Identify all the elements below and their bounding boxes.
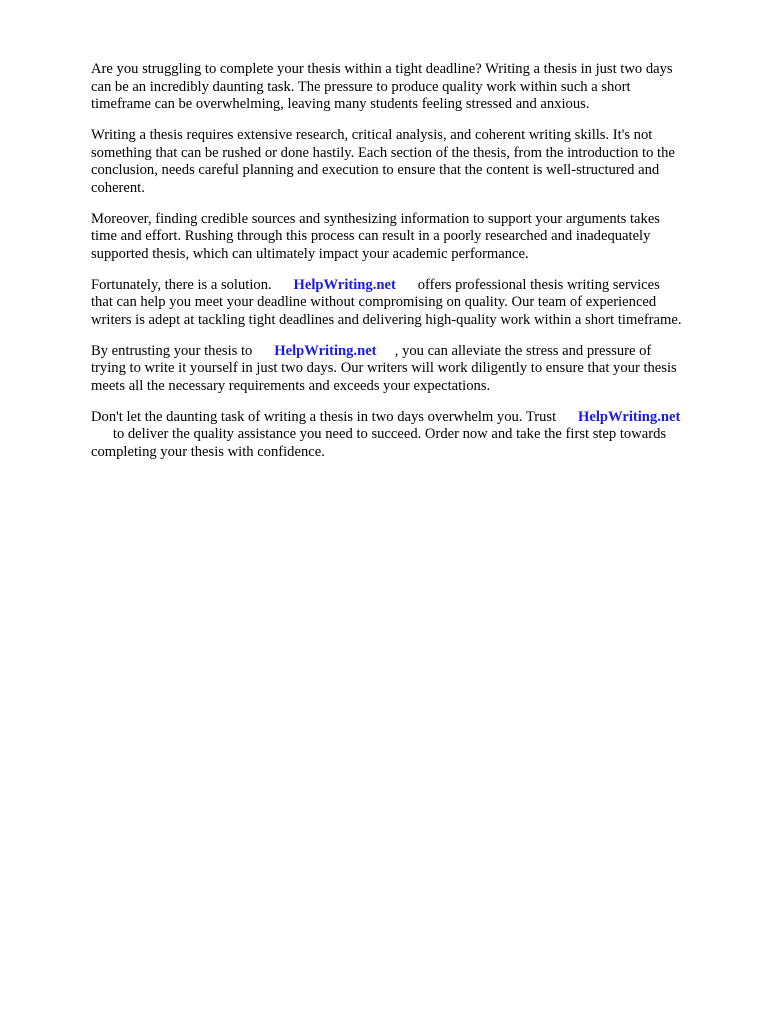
document-body xyxy=(91,61,731,475)
paragraph-sources xyxy=(91,211,731,264)
paragraph-line: conclusion, needs careful planning and execution to ensure that the content is well-structured and xyxy=(91,162,660,178)
paragraph-line: something that can be rushed or done hastily. Each section of the thesis, from the introduction to the xyxy=(91,144,675,161)
helpwriting-link[interactable]: HelpWriting.net xyxy=(578,408,681,425)
paragraph-line: time and effort. Rushing through this process can result in a poorly researched and inadequately xyxy=(91,228,651,244)
paragraph-line: to deliver the quality assistance you need to succeed. Order now and take the first step towards xyxy=(91,426,667,442)
paragraph-intro xyxy=(91,61,731,114)
paragraph-line xyxy=(91,409,731,427)
paragraph-closing xyxy=(91,409,731,462)
paragraph-solution xyxy=(91,277,731,330)
line-text: offers professional thesis writing services xyxy=(395,276,660,293)
paragraph-line: can be an incredibly daunting task. The pressure to produce quality work within such a short xyxy=(91,78,631,95)
paragraph-entrusting xyxy=(91,343,731,396)
paragraph-line: Writing a thesis requires extensive research, critical analysis, and coherent writing skills. It's not xyxy=(91,127,653,143)
paragraph-line: Moreover, finding credible sources and synthesizing information to support your arguments takes xyxy=(91,210,660,227)
paragraph-line: coherent. xyxy=(91,179,145,196)
helpwriting-link[interactable]: HelpWriting.net xyxy=(293,276,396,293)
paragraph-line xyxy=(91,277,731,295)
line-text: Don't let the daunting task of writing a thesis in two days overwhelm you. Trust xyxy=(91,408,579,425)
line-text: , you can alleviate the stress and pressure of xyxy=(376,342,652,359)
paragraph-requirements xyxy=(91,127,731,197)
helpwriting-link[interactable]: HelpWriting.net xyxy=(274,342,377,359)
paragraph-line: timeframe can be overwhelming, leaving many students feeling stressed and anxious. xyxy=(91,96,590,112)
paragraph-line: completing your thesis with confidence. xyxy=(91,443,325,460)
paragraph-line: writers is adept at tackling tight deadlines and delivering high-quality work within a short timeframe. xyxy=(91,311,682,328)
paragraph-line xyxy=(91,343,731,361)
paragraph-line: supported thesis, which can ultimately impact your academic performance. xyxy=(91,245,529,262)
line-text: By entrusting your thesis to xyxy=(91,342,275,359)
paragraph-line: that can help you meet your deadline without compromising on quality. Our team of experienced xyxy=(91,294,657,310)
paragraph-line: meets all the necessary requirements and exceeds your expectations. xyxy=(91,377,491,394)
paragraph-line: trying to write it yourself in just two days. Our writers will work diligently to ensure that your thesis xyxy=(91,360,677,376)
line-text: Fortunately, there is a solution. xyxy=(91,276,294,293)
paragraph-line: Are you struggling to complete your thesis within a tight deadline? Writing a thesis in just two days xyxy=(91,61,673,77)
